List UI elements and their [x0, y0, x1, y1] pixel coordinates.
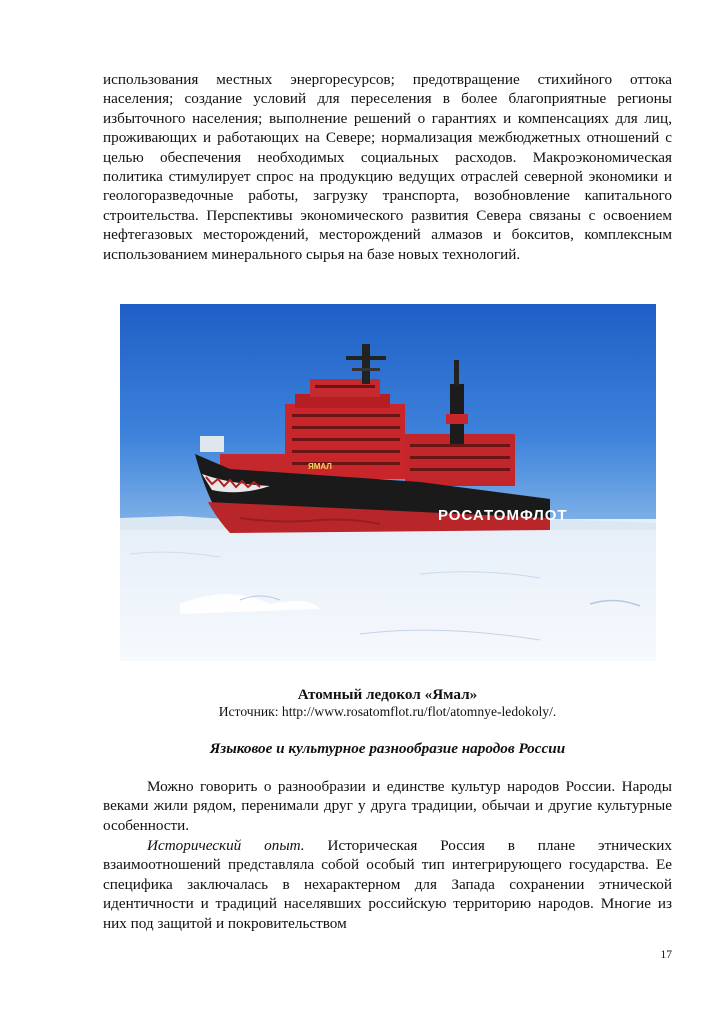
paragraph-lead-italic: Исторический опыт.: [147, 837, 305, 854]
figure-caption-source: Источник: http://www.rosatomflot.ru/flot/atomnye-ledokoly/.: [218, 704, 557, 719]
rosatomflot-lettering: РОСАТОМФЛОТ: [438, 507, 568, 524]
paragraph-2-text: Историческая Россия в плане этнических взаимоотношений представляла собой особый тип интегрирующего государства. Ее специфика заключалась в нехарактерном для Запада сохранении этнической идентичности и традиций населявших российскую территорию народов. Многие из них под защитой и покровительством: [103, 837, 673, 932]
page-number: 17: [660, 949, 672, 961]
ship-name-label: ЯМАЛ: [308, 462, 332, 471]
body-paragraph-2: [103, 836, 672, 933]
section-heading: Языковое и культурное разнообразие народов России: [209, 740, 566, 757]
intro-paragraph: использования местных энергоресурсов; предотвращение стихийного оттока населения; создание условий для переселения в более благоприятные регионы избыточного населения; выполнение решений о гарантиях и компенсациях для лиц, проживающих и работающих на Севере; нормализация межбюджетных отношений с целью обеспечения необходимых социальных расходов. Макроэкономическая политика стимулирует спрос на продукцию ведущих отраслей северной экономики и геологоразведочные работы, загрузку транспорта, возобновление капитального строительства. Перспективы экономического развития Севера связаны с освоением нефтегазовых месторождений, месторождений алмазов и бокситов, комплексным использованием минерального сырья на базе новых технологий.: [103, 71, 672, 263]
figure-caption-title: Атомный ледокол «Ямал»: [297, 686, 478, 703]
icebreaker-yamal-photo: [120, 304, 656, 661]
ice-field: [120, 519, 656, 661]
body-paragraph-1: Можно говорить о разнообразии и единстве культур народов России. Народы веками жили рядом, перенимали друг у друга традиции, обычаи и другие культурные особенности.: [103, 778, 672, 834]
